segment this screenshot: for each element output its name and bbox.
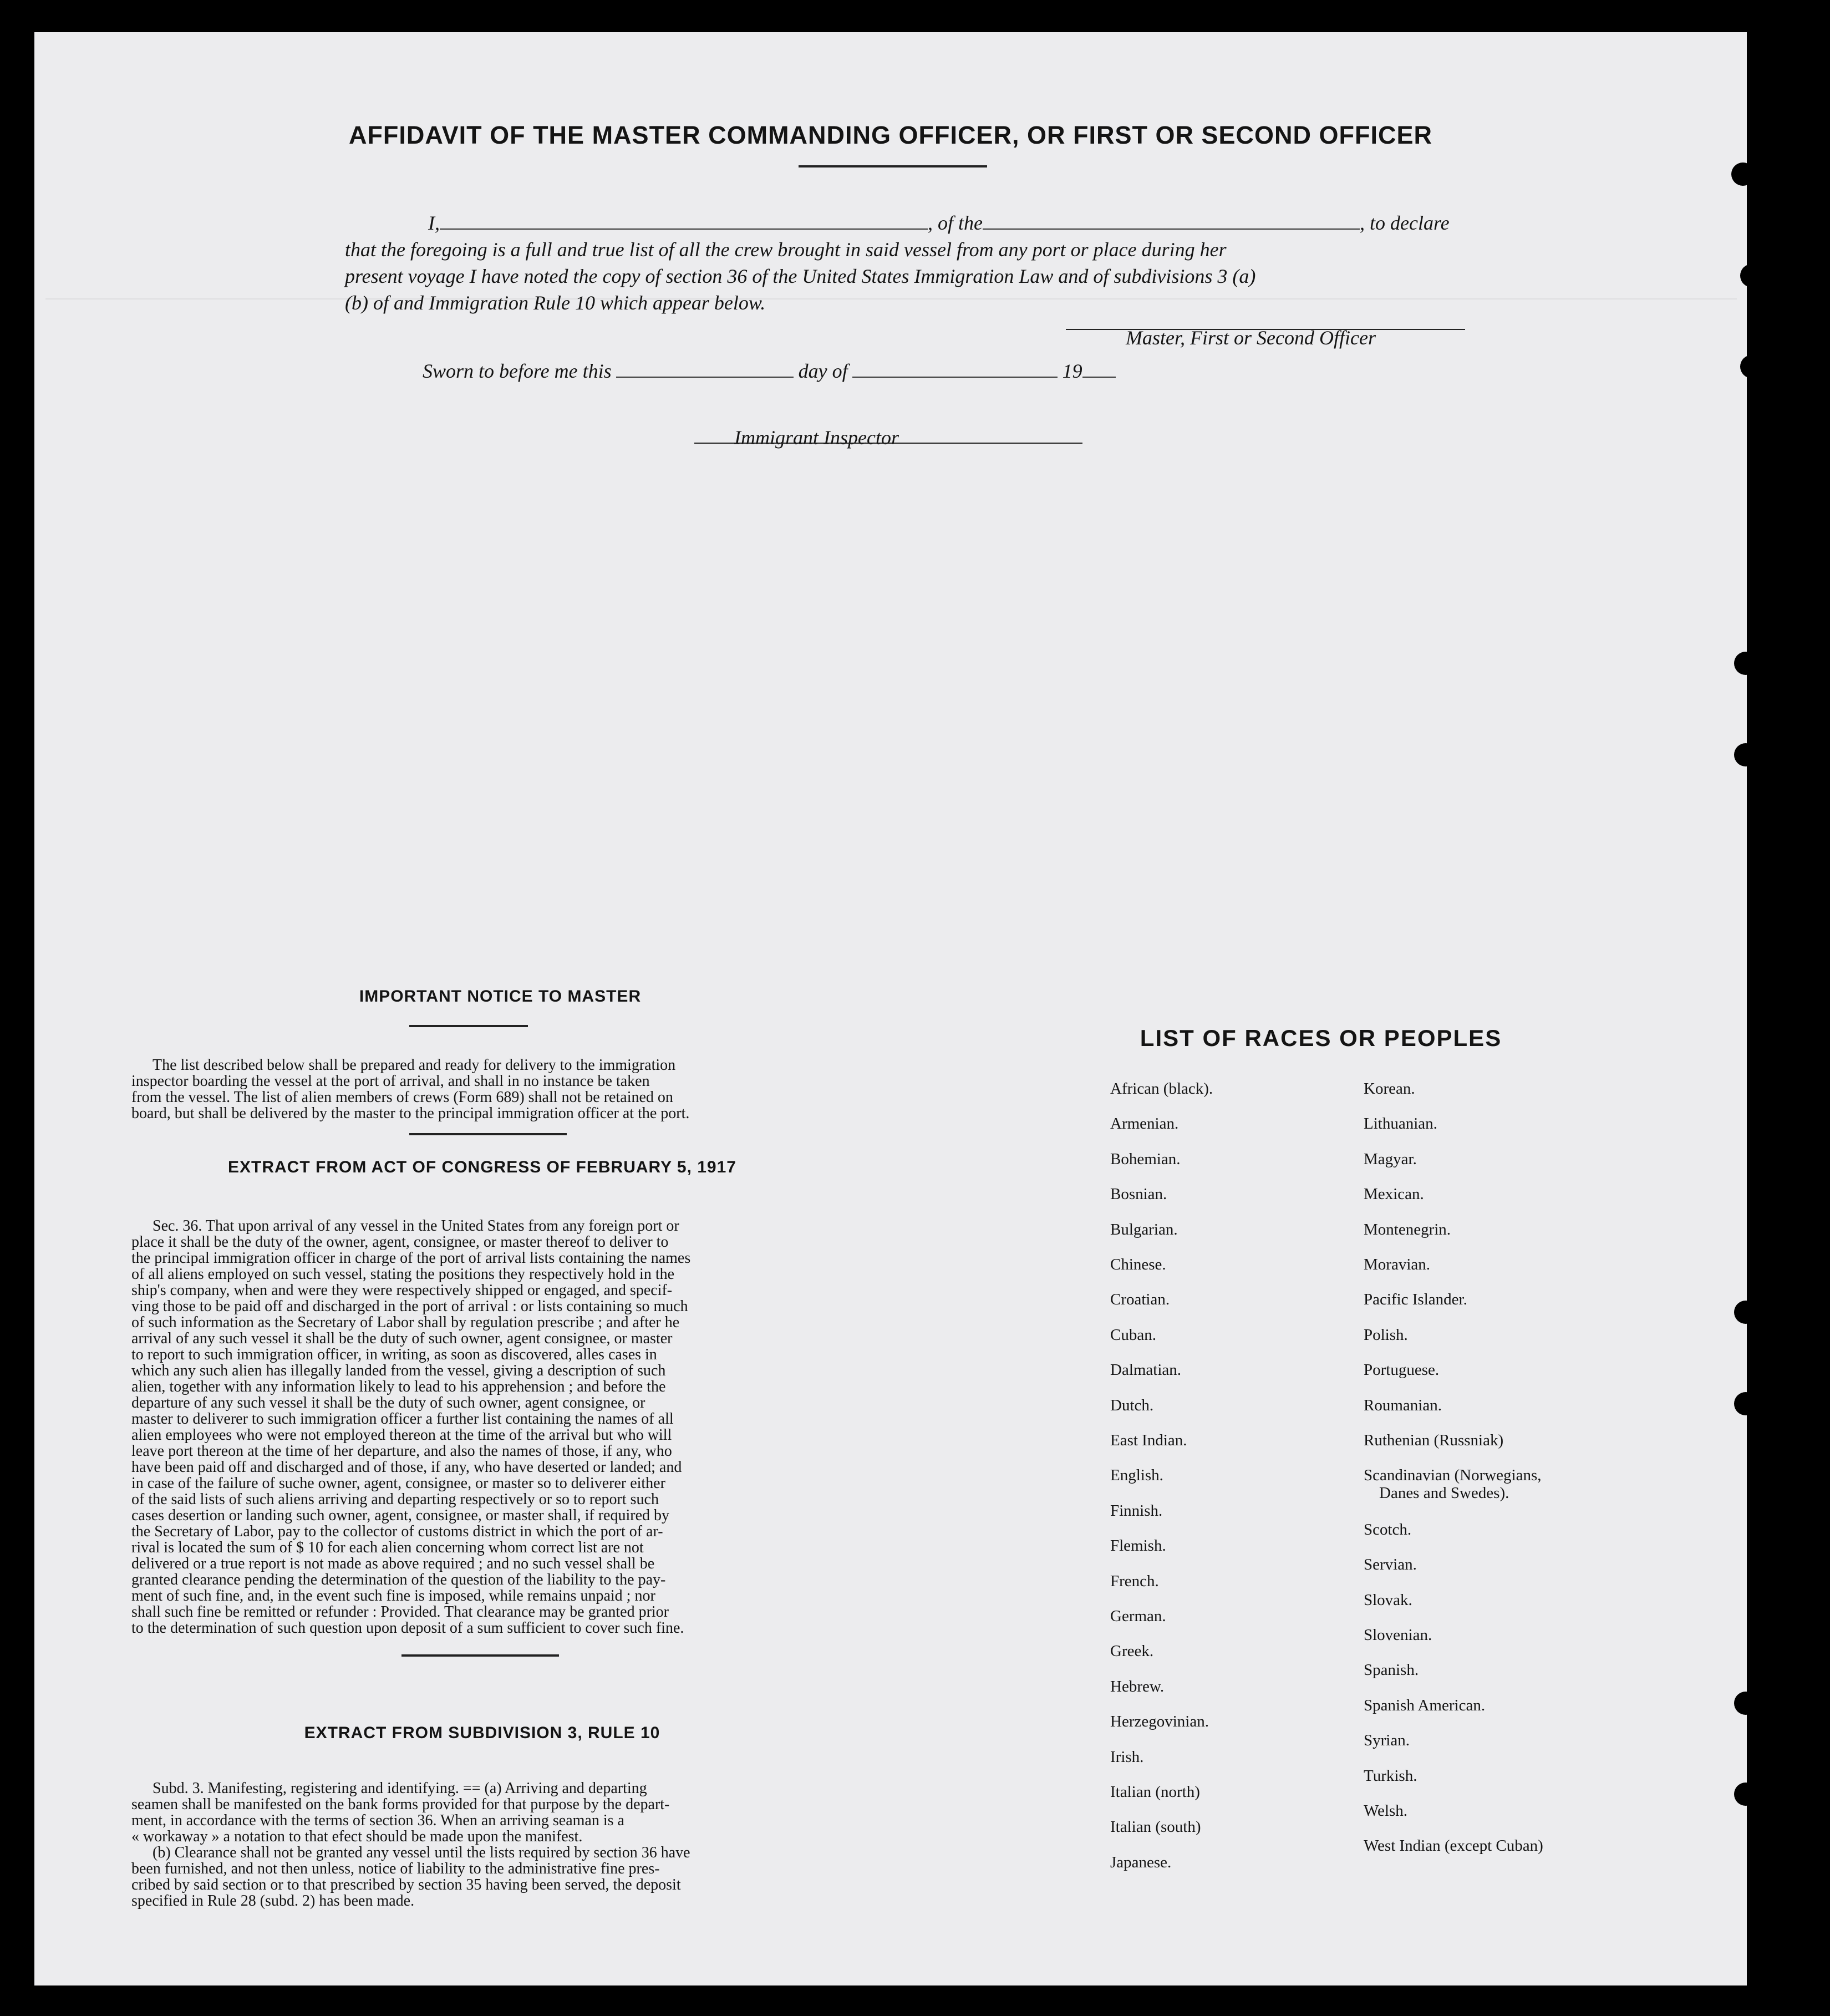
race-item: East Indian. [1110, 1431, 1187, 1449]
act-line: to report to such immigration officer, in writing, as soon as discovered, alles cases in [131, 1346, 657, 1363]
race-item: Irish. [1110, 1748, 1144, 1766]
notice-line: inspector boarding the vessel at the port of arrival, and shall in no instance be taken [131, 1073, 650, 1090]
declaration-to-declare: , to declare [1359, 212, 1450, 234]
declaration [345, 210, 1476, 316]
act-line: the Secretary of Labor, pay to the collector of customs district in which the port of ar- [131, 1523, 663, 1540]
act-line: alien, together with any information likely to lead to his apprehension ; and before the [131, 1378, 666, 1395]
race-item: Mexican. [1364, 1185, 1424, 1203]
punch-hole [1734, 1301, 1757, 1324]
declaration-line-0 [345, 210, 1476, 236]
race-item: Polish. [1364, 1326, 1408, 1344]
race-item: Slovak. [1364, 1591, 1412, 1609]
race-item: Welsh. [1364, 1802, 1408, 1820]
extract-rule-text [131, 1780, 833, 1909]
act-line: ment of such fine, and, in the event such fine is imposed, while remains unpaid ; nor [131, 1587, 655, 1604]
race-item: Croatian. [1110, 1291, 1170, 1309]
race-item: Syrian. [1364, 1731, 1410, 1750]
notice-line: The list described below shall be prepared and ready for delivery to the immigration [152, 1057, 676, 1074]
race-item: Chinese. [1110, 1256, 1166, 1273]
act-line: in case of the failure of suche owner, agent, consignee, or master so to deliverer either [131, 1475, 665, 1492]
act-bottom-rule [401, 1654, 559, 1657]
act-line: cases desertion or landing such owner, agent, consignee, or master shall, if required by [131, 1507, 670, 1524]
sworn-line [423, 359, 1116, 383]
rule-line: specified in Rule 28 (subd. 2) has been made. [131, 1892, 415, 1910]
declaration-line-3: (b) of and Immigration Rule 10 which appear below. [345, 292, 766, 314]
race-item: Dutch. [1110, 1396, 1154, 1414]
inspector-label: Immigrant Inspector [734, 426, 899, 449]
master-signature-label: Master, First or Second Officer [1126, 327, 1376, 349]
race-item: Bohemian. [1110, 1150, 1181, 1168]
race-item: Hebrew. [1110, 1677, 1165, 1695]
race-item: Armenian. [1110, 1115, 1179, 1133]
race-item: Finnish. [1110, 1501, 1163, 1520]
race-item: Flemish. [1110, 1537, 1166, 1555]
act-line: Sec. 36. That upon arrival of any vessel in the United States from any foreign port or [152, 1217, 679, 1235]
day-of-label: day of [798, 360, 848, 382]
act-line: shall such fine be remitted or refunder : Provided. That clearance may be granted prior [131, 1603, 669, 1621]
race-item: Roumanian. [1364, 1396, 1442, 1414]
race-item: Ruthenian (Russniak) [1364, 1431, 1504, 1449]
race-item: Bulgarian. [1110, 1220, 1178, 1238]
declaration-i: I, [428, 212, 440, 234]
sworn-day-blank[interactable] [616, 377, 794, 378]
race-item: English. [1110, 1466, 1163, 1485]
declaration-line-1: that the foregoing is a full and true list of all the crew brought in said vessel from any port or place during her [345, 238, 1227, 261]
rule-line: ment, in accordance with the terms of section 36. When an arriving seaman is a [131, 1812, 624, 1829]
act-line: of the said lists of such aliens arriving and departing respectively or so to report such [131, 1491, 659, 1508]
punch-hole [1734, 1392, 1757, 1415]
rule-line: (b) Clearance shall not be granted any vessel until the lists required by section 36 have [152, 1844, 690, 1861]
race-item: Slovenian. [1364, 1626, 1432, 1644]
act-line: arrival of any such vessel it shall be the duty of such owner, agent consignee, or master [131, 1330, 673, 1347]
inspector-signature-line[interactable] [694, 443, 1082, 444]
rule-line: seamen shall be manifested on the bank forms provided for that purpose by the depart- [131, 1796, 670, 1813]
race-item: Moravian. [1364, 1256, 1430, 1273]
punch-hole [1740, 264, 1763, 287]
sworn-label: Sworn to before me this [423, 360, 612, 382]
name-blank[interactable] [440, 228, 928, 230]
rule-line: « workaway » a notation to that efect should be made upon the manifest. [131, 1828, 583, 1845]
notice-line: board, but shall be delivered by the master to the principal immigration officer at the port. [131, 1105, 690, 1122]
race-item: German. [1110, 1607, 1166, 1625]
act-line: alien employees who were not employed thereon at the time of the arrival but who will [131, 1426, 672, 1444]
punch-hole [1734, 743, 1757, 766]
year-blank[interactable] [1082, 377, 1116, 378]
act-line: have been paid off and discharged and of those, if any, who have deserted or landed; and [131, 1459, 682, 1476]
race-item: Korean. [1364, 1080, 1415, 1098]
rule-line: been furnished, and not then unless, notice of liability to the administrative fine pres- [131, 1860, 660, 1877]
act-line: ship's company, when and were they were respectively shipped or engaged, and specif- [131, 1282, 673, 1299]
race-item: Dalmatian. [1110, 1361, 1182, 1379]
act-line: granted clearance pending the determination of the question of the liability to the pay- [131, 1571, 666, 1588]
punch-hole [1740, 355, 1763, 378]
extract-act-title: EXTRACT FROM ACT OF CONGRESS OF FEBRUARY 5, 1917 [228, 1158, 736, 1176]
extract-act-text [131, 1218, 833, 1636]
act-line: of such information as the Secretary of Labor shall by regulation prescribe ; and after he [131, 1314, 680, 1331]
declaration-line-2: present voyage I have noted the copy of section 36 of the United States Immigration Law and of subdivisions 3 (a) [345, 265, 1256, 287]
punch-hole [1734, 1692, 1757, 1715]
race-item: Turkish. [1364, 1766, 1417, 1785]
race-item: Cuban. [1110, 1326, 1156, 1344]
punch-hole [1734, 652, 1757, 675]
race-item: Montenegrin. [1364, 1220, 1451, 1238]
rule-line: cribed by said section or to that prescribed by section 35 having been served, the deposit [131, 1876, 681, 1893]
race-item: Japanese. [1110, 1853, 1172, 1871]
race-item: Italian (north) [1110, 1783, 1200, 1801]
notice-rule [409, 1025, 528, 1027]
notice-line: from the vessel. The list of alien members of crews (Form 689) shall not be retained on [131, 1089, 673, 1106]
race-item: Danes and Swedes). [1379, 1484, 1509, 1502]
race-item: Magyar. [1364, 1150, 1417, 1168]
race-item: Portuguese. [1364, 1361, 1440, 1379]
punch-hole [1734, 1783, 1757, 1806]
month-blank[interactable] [852, 377, 1058, 378]
act-line: which any such alien has illegally landed from the vessel, giving a description of such [131, 1362, 666, 1379]
act-line: the principal immigration officer in charge of the port of arrival lists containing the names [131, 1250, 691, 1267]
race-item: Spanish American. [1364, 1696, 1486, 1714]
race-item: Scandinavian (Norwegians, [1364, 1466, 1542, 1485]
notice-bottom-rule [409, 1133, 567, 1135]
vessel-blank[interactable] [983, 228, 1360, 230]
race-item: Bosnian. [1110, 1185, 1167, 1203]
extract-rule-title: EXTRACT FROM SUBDIVISION 3, RULE 10 [304, 1724, 660, 1742]
punch-hole [1731, 163, 1755, 186]
race-item: Pacific Islander. [1364, 1291, 1467, 1309]
race-item: Lithuanian. [1364, 1115, 1437, 1133]
act-line: delivered or a true report is not made as above required ; and no such vessel shall be [131, 1555, 655, 1572]
act-line: place it shall be the duty of the owner, agent, consignee, or master thereof to deliver to [131, 1233, 669, 1251]
act-line: to the determination of such question upon deposit of a sum sufficient to cover such fine. [131, 1619, 684, 1637]
declaration-of-the: , of the [928, 212, 983, 234]
race-item: Scotch. [1364, 1520, 1412, 1538]
rule-line: Subd. 3. Manifesting, registering and identifying. == (a) Arriving and departing [152, 1780, 647, 1797]
race-item: African (black). [1110, 1080, 1213, 1098]
race-item: French. [1110, 1572, 1159, 1590]
act-line: leave port thereon at the time of her departure, and also the names of those, if any, who [131, 1443, 672, 1460]
race-item: Italian (south) [1110, 1818, 1201, 1836]
master-signature-line[interactable] [1066, 329, 1465, 330]
document-page [34, 32, 1747, 1985]
affidavit-title: AFFIDAVIT OF THE MASTER COMMANDING OFFICER, OR FIRST OR SECOND OFFICER [348, 121, 1433, 149]
race-item: West Indian (except Cuban) [1364, 1837, 1543, 1855]
race-item: Greek. [1110, 1642, 1154, 1660]
act-line: departure of any such vessel it shall be the duty of such owner, agent consignee, or [131, 1394, 645, 1411]
race-item: Servian. [1364, 1556, 1417, 1574]
races-title: LIST OF RACES OR PEOPLES [1140, 1025, 1502, 1051]
race-item: Spanish. [1364, 1661, 1419, 1679]
race-item: Herzegovinian. [1110, 1713, 1209, 1731]
act-line: of all aliens employed on such vessel, stating the positions they respectively hold in the [131, 1266, 675, 1283]
year-label: 19 [1062, 360, 1082, 382]
notice-text [131, 1057, 833, 1121]
act-line: ving those to be paid off and discharged in the port of arrival : or lists containing so much [131, 1298, 688, 1315]
act-line: rival is located the sum of $ 10 for each alien concerning whom correct list are not [131, 1539, 644, 1556]
title-rule [799, 165, 987, 167]
notice-title: IMPORTANT NOTICE TO MASTER [359, 987, 642, 1006]
act-line: master to deliverer to such immigration officer a further list containing the names of all [131, 1410, 674, 1428]
